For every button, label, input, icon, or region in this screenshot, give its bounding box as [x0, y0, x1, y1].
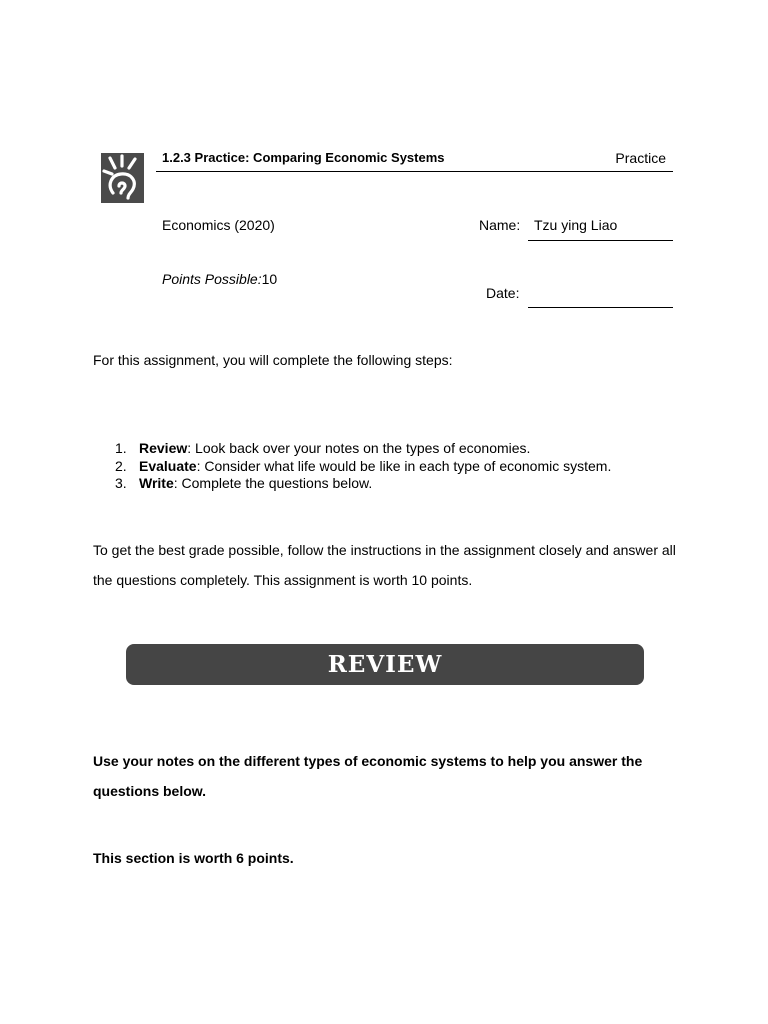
banner-label: REVIEW — [327, 651, 443, 678]
step-number: 1. — [115, 440, 127, 456]
step-text — [139, 458, 611, 476]
step-term: Evaluate — [139, 457, 197, 474]
step-description: : Look back over your notes on the types of economies. — [187, 440, 531, 456]
intro-text: For this assignment, you will complete the following steps: — [93, 352, 453, 368]
course-name: Economics (2020) — [162, 217, 275, 233]
name-underline — [528, 240, 673, 241]
points-label: Points Possible: — [162, 271, 262, 287]
grade-instructions: To get the best grade possible, follow the instructions in the assignment closely and answer all the questions completely. This assignment is worth 10 points. — [93, 542, 676, 588]
date-field[interactable] — [528, 307, 673, 308]
section-worth: This section is worth 6 points. — [93, 850, 294, 866]
review-banner — [126, 644, 644, 685]
assignment-title: 1.2.3 Practice: Comparing Economic Systems — [162, 150, 445, 165]
step-description: : Consider what life would be like in each type of economic system. — [196, 457, 612, 474]
step-text — [139, 475, 372, 493]
step-description: : Complete the questions below. — [173, 475, 373, 491]
date-label: Date: — [486, 285, 520, 301]
header-divider — [156, 171, 673, 172]
lightbulb-head-icon — [101, 153, 144, 203]
points-value: 10 — [261, 271, 278, 287]
step-text — [139, 440, 530, 458]
step-number: 2. — [115, 457, 127, 474]
step-term: Write — [139, 475, 174, 491]
assignment-type: Practice — [615, 150, 666, 166]
name-label: Name: — [479, 217, 521, 233]
points-possible — [162, 271, 277, 287]
notes-instructions: Use your notes on the different types of economic systems to help you answer the questions below. — [93, 753, 643, 799]
name-field[interactable]: Tzu ying Liao — [534, 217, 618, 233]
step-term: Review — [139, 440, 188, 456]
step-number: 3. — [115, 475, 127, 491]
